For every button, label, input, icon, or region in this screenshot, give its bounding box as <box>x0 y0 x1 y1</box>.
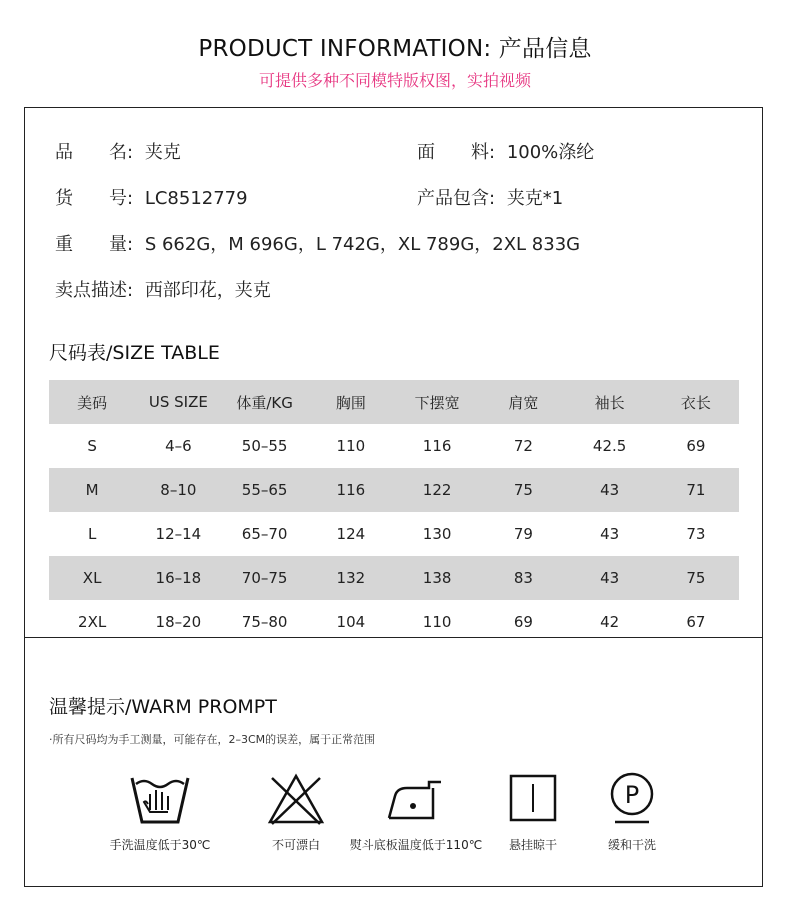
size-table <box>49 380 739 644</box>
table-cell: 2XL <box>78 613 107 631</box>
column-header: 美码 <box>49 380 135 424</box>
column-header: 胸围 <box>308 380 394 424</box>
column-header: 袖长 <box>567 380 653 424</box>
table-cell: 43 <box>600 525 620 543</box>
table-cell: 43 <box>567 468 653 512</box>
iron-icon <box>385 770 447 826</box>
table-cell: 79 <box>513 525 533 543</box>
table-cell: 67 <box>686 613 706 631</box>
material-label: 面 料: <box>417 142 496 163</box>
info-material <box>417 138 594 164</box>
table-cell: 116 <box>308 468 394 512</box>
care-label: 缓和干洗 <box>607 838 656 852</box>
table-row <box>49 556 739 600</box>
table-cell: 83 <box>480 556 566 600</box>
table-cell: 12–14 <box>155 525 202 543</box>
table-cell: 65–70 <box>241 525 288 543</box>
info-sku <box>55 184 248 210</box>
selling-value: 西部印花，夹克 <box>144 280 271 301</box>
dry-clean-letter: P <box>624 781 640 809</box>
table-row <box>49 512 739 556</box>
table-cell: 124 <box>336 525 366 543</box>
care-label: 不可漂白 <box>271 838 320 852</box>
table-cell: 132 <box>308 556 394 600</box>
table-cell: 16–18 <box>135 556 221 600</box>
table-row <box>49 424 739 468</box>
size-table-heading: 尺码表/SIZE TABLE <box>49 342 220 364</box>
page-title: PRODUCT INFORMATION: 产品信息 <box>198 36 592 62</box>
care-label: 手洗温度低于30℃ <box>109 838 211 852</box>
weight-label: 重 量: <box>55 234 134 255</box>
package-label: 产品包含: <box>417 188 496 209</box>
table-header-row <box>49 380 739 424</box>
table-cell: 110 <box>336 437 366 455</box>
warm-prompt-heading: 温馨提示/WARM PROMPT <box>49 696 277 718</box>
name-value: 夹克 <box>144 142 181 163</box>
sku-value: LC8512779 <box>144 188 248 209</box>
column-header: 衣长 <box>653 380 739 424</box>
table-cell: 69 <box>686 437 706 455</box>
table-cell: 42 <box>600 613 620 631</box>
package-value: 夹克*1 <box>506 188 564 209</box>
table-cell: 72 <box>513 437 533 455</box>
table-cell: 75 <box>480 468 566 512</box>
table-cell: XL <box>49 556 135 600</box>
table-cell: 69 <box>513 613 533 631</box>
table-cell: 43 <box>567 556 653 600</box>
table-cell: L <box>87 525 97 543</box>
selling-label: 卖点描述: <box>55 280 134 301</box>
name-label: 品 名: <box>55 142 134 163</box>
care-item-no-bleach <box>236 770 356 853</box>
table-row <box>49 468 739 512</box>
table-cell: 70–75 <box>222 556 308 600</box>
info-name <box>55 138 181 164</box>
table-cell: 75–80 <box>241 613 288 631</box>
care-label: 悬挂晾干 <box>508 838 557 852</box>
table-cell: 116 <box>422 437 452 455</box>
hang-dry-icon <box>508 770 558 826</box>
material-value: 100%涤纶 <box>506 142 595 163</box>
table-cell: 4–6 <box>165 437 192 455</box>
sku-label: 货 号: <box>55 188 134 209</box>
hand-wash-icon <box>128 770 192 826</box>
info-weight <box>55 230 580 256</box>
care-item-iron <box>345 770 487 853</box>
info-selling <box>55 276 271 302</box>
info-package <box>417 184 563 210</box>
column-header: US SIZE <box>135 380 221 424</box>
table-cell: 71 <box>653 468 739 512</box>
dry-clean-p-icon <box>607 770 657 826</box>
table-row <box>49 600 739 644</box>
care-item-hang-dry <box>493 770 573 853</box>
table-cell: 8–10 <box>135 468 221 512</box>
table-cell: 110 <box>422 613 452 631</box>
table-cell: 130 <box>422 525 452 543</box>
table-cell: 73 <box>686 525 706 543</box>
care-item-dry-clean <box>592 770 672 853</box>
care-item-hand-wash <box>100 770 220 853</box>
table-cell: S <box>87 437 97 455</box>
care-label: 熨斗底板温度低于110℃ <box>349 838 483 852</box>
table-cell: 55–65 <box>222 468 308 512</box>
warm-prompt-note: ·所有尺码均为手工测量，可能存在，2–3CM的误差，属于正常范围 <box>49 733 376 746</box>
page-subtitle: 可提供多种不同模特版权图，实拍视频 <box>258 71 531 90</box>
table-cell: 104 <box>336 613 366 631</box>
table-cell: 42.5 <box>592 437 627 455</box>
table-cell: 122 <box>394 468 480 512</box>
column-header: 肩宽 <box>480 380 566 424</box>
table-cell: 75 <box>653 556 739 600</box>
no-bleach-icon <box>266 770 326 826</box>
column-header: 体重/KG <box>222 380 308 424</box>
table-cell: 50–55 <box>241 437 288 455</box>
column-header: 下摆宽 <box>394 380 480 424</box>
table-cell: M <box>49 468 135 512</box>
table-cell: 138 <box>394 556 480 600</box>
weight-value: S 662G，M 696G，L 742G，XL 789G，2XL 833G <box>144 234 581 255</box>
table-cell: 18–20 <box>155 613 202 631</box>
